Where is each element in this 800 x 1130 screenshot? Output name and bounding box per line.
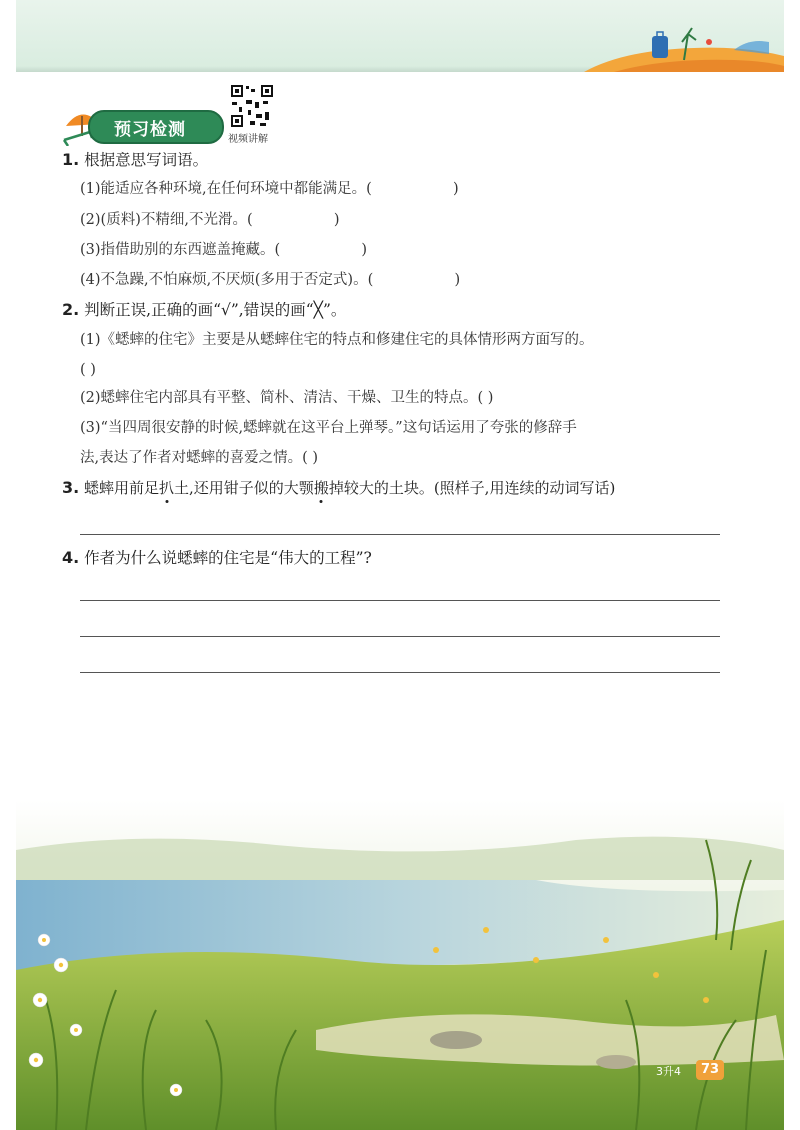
question-1-text: 根据意思写词语。 — [84, 151, 209, 169]
qr-code-label: 视频讲解 — [228, 134, 268, 145]
close-paren: ) — [333, 212, 340, 228]
question-1-item-1 — [80, 179, 459, 199]
question-2-item-1-blank[interactable]: ( ) — [80, 362, 96, 378]
question-4-number: 4. — [62, 548, 80, 567]
question-2-text: 判断正误,正确的画“√”,错误的画“╳”。 — [84, 301, 347, 319]
question-4 — [62, 548, 372, 568]
question-3-text: 土,还用钳子似的大颚 — [174, 479, 314, 497]
item-text: (3)指借助别的东西遮盖掩藏。( — [80, 242, 281, 258]
answer-line[interactable] — [80, 534, 720, 535]
question-3-text: 蟋蟀用前足 — [84, 479, 160, 497]
question-3-text: 掉较大的土块。(照样子,用连续的动词写话) — [328, 479, 616, 497]
answer-line[interactable] — [80, 672, 720, 673]
item-text: (4)不急躁,不怕麻烦,不厌烦(多用于否定式)。( — [80, 272, 374, 288]
question-2 — [62, 300, 346, 320]
question-1 — [62, 150, 208, 170]
question-2-item-2: (2)蟋蟀住宅内部具有平整、简朴、清洁、干燥、卫生的特点。( ) — [80, 390, 494, 406]
question-1-item-3 — [80, 240, 367, 260]
close-paren: ) — [361, 242, 368, 258]
section-header — [60, 106, 220, 142]
question-1-item-2 — [80, 210, 340, 230]
answer-line[interactable] — [80, 600, 720, 601]
emphasis-verb-1: 扒 — [159, 479, 175, 497]
item-text: (1)能适应各种环境,在任何环境中都能满足。( — [80, 181, 372, 197]
question-4-text: 作者为什么说蟋蟀的住宅是“伟大的工程”? — [84, 549, 372, 567]
question-3 — [62, 478, 615, 498]
page-number: 73 — [701, 1062, 720, 1077]
question-3-number: 3. — [62, 478, 80, 497]
question-2-item-3-cont: 法,表达了作者对蟋蟀的喜爱之情。( ) — [80, 450, 319, 466]
grade-label: 3升4 — [656, 1065, 681, 1078]
question-2-item-1: (1)《蟋蟀的住宅》主要是从蟋蟀住宅的特点和修建住宅的具体情形两方面写的。 — [80, 332, 594, 348]
emphasis-verb-2: 搬 — [313, 479, 329, 497]
grassland-lake-illustration — [16, 800, 784, 1130]
answer-line[interactable] — [80, 636, 720, 637]
beach-luggage-illustration — [584, 20, 784, 72]
item-text: (2)(质料)不精细,不光滑。( — [80, 212, 253, 228]
qr-code-icon[interactable] — [230, 84, 274, 128]
question-1-number: 1. — [62, 150, 80, 169]
question-1-item-4 — [80, 270, 460, 290]
section-title: 预习检测 — [114, 120, 186, 140]
close-paren: ) — [453, 181, 459, 197]
question-2-item-3: (3)“当四周很安静的时候,蟋蟀就在这平台上弹琴。”这句话运用了夸张的修辞手 — [80, 420, 577, 436]
question-2-number: 2. — [62, 300, 80, 319]
close-paren: ) — [454, 272, 461, 288]
